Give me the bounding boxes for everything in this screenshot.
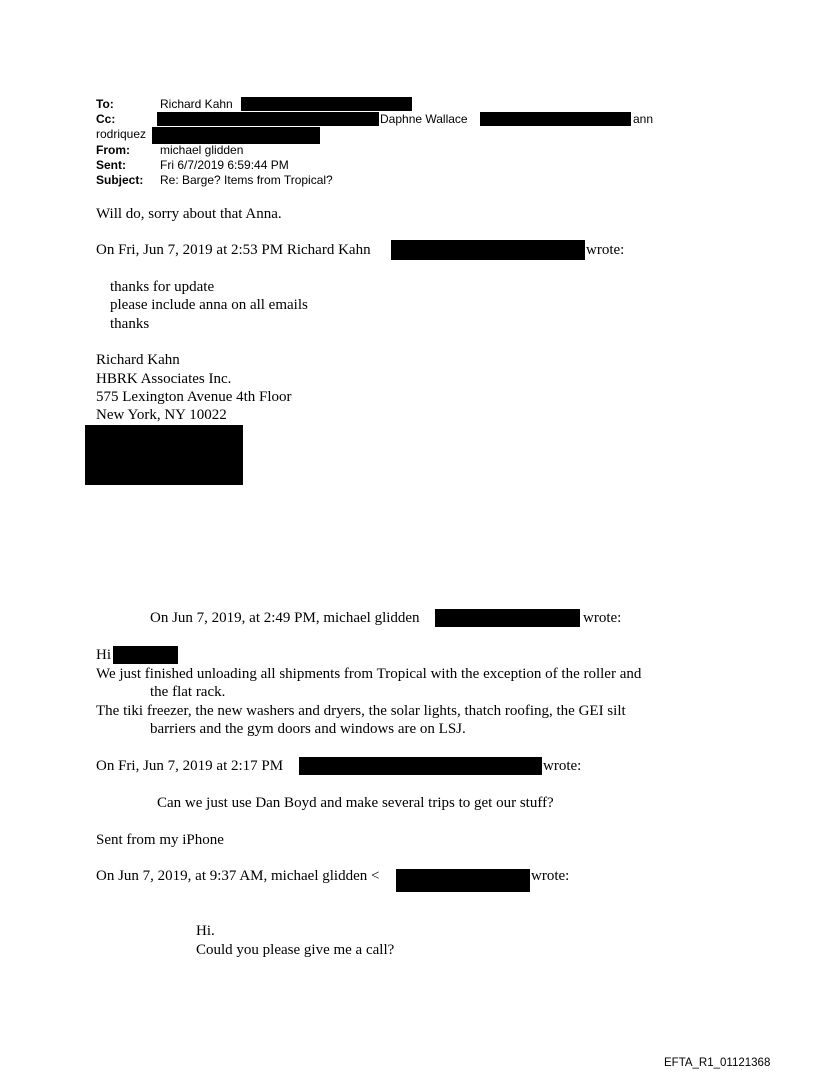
quote3-intro: On Fri, Jun 7, 2019 at 2:17 PM [96,758,284,774]
quote2-wrote: wrote: [583,610,622,626]
redaction-box [241,97,412,111]
quote1-intro: On Fri, Jun 7, 2019 at 2:53 PM Richard Kahn [96,242,371,258]
from-label: From: [96,143,130,157]
from-value: michael glidden [160,143,244,157]
quote1-line: please include anna on all emails [110,297,308,313]
quote2-intro: On Jun 7, 2019, at 2:49 PM, michael glidden [150,610,420,626]
quote1-wrote: wrote: [586,242,625,258]
quote2-para2: The tiki freezer, the new washers and dryers, the solar lights, thatch roofing, the GEI silt [96,703,626,719]
redaction-box [157,112,379,126]
quote1-line: thanks for update [110,279,215,295]
cc-name-1: Daphne Wallace [380,112,468,126]
quote2-para1-cont: the flat rack. [150,684,226,700]
quote4-line: Could you please give me a call? [196,942,395,958]
to-value: Richard Kahn [160,97,233,111]
redaction-box [299,757,542,775]
subject-value: Re: Barge? Items from Tropical? [160,173,333,187]
to-label: To: [96,97,114,111]
redaction-box [396,869,530,892]
quote4-line: Hi. [196,923,215,939]
signature-line: HBRK Associates Inc. [96,371,232,387]
subject-label: Subject: [96,173,144,187]
sent-label: Sent: [96,158,126,172]
redaction-box [435,609,580,627]
redaction-box [85,425,243,485]
redaction-box [391,240,585,260]
signature-line: 575 Lexington Avenue 4th Floor [96,389,292,405]
sent-value: Fri 6/7/2019 6:59:44 PM [160,158,289,172]
signature-line: New York, NY 10022 [96,407,227,423]
quote2-para2-cont: barriers and the gym doors and windows are on LSJ. [150,721,466,737]
quote4-intro: On Jun 7, 2019, at 9:37 AM, michael glidden < [96,868,380,884]
quote1-line: thanks [110,316,150,332]
quote3-wrote: wrote: [543,758,582,774]
quote2-para1: We just finished unloading all shipments from Tropical with the exception of the roller and [96,666,642,682]
redaction-box [152,127,320,144]
reply-line: Will do, sorry about that Anna. [96,206,282,222]
redaction-box [113,646,178,664]
document-id: EFTA_R1_01121368 [664,1057,771,1069]
signature-line: Richard Kahn [96,352,180,368]
quote4-wrote: wrote: [531,868,570,884]
cc-name-2-part2: rodriquez [96,127,147,141]
cc-name-2-part1: ann [633,112,654,126]
quote3-text: Can we just use Dan Boyd and make several trips to get our stuff? [157,795,554,811]
redaction-box [480,112,631,126]
sent-from-line: Sent from my iPhone [96,832,224,848]
quote2-greeting: Hi [96,647,111,663]
cc-label: Cc: [96,112,116,126]
